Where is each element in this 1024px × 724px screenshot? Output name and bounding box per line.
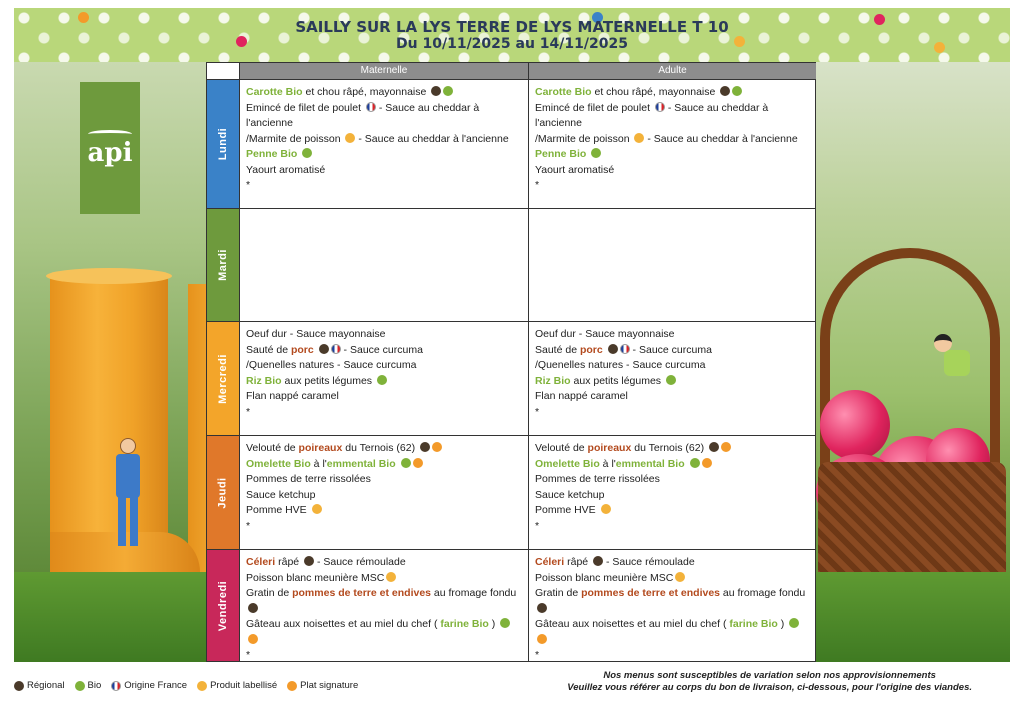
menu-cell-lundi-maternelle	[239, 79, 528, 208]
day-label-jeudi	[207, 435, 239, 549]
menu-item	[535, 85, 810, 101]
menu-text: râpé	[564, 556, 592, 568]
origine-france-icon	[111, 681, 121, 691]
menu-item	[535, 389, 810, 405]
menu-text: *	[535, 179, 540, 191]
menu-item	[246, 519, 522, 535]
menu-text: Poisson blanc meunière MSC	[535, 571, 674, 584]
bio-text: Riz Bio	[246, 374, 282, 387]
table-corner	[207, 63, 239, 79]
regional-icon	[720, 86, 730, 96]
highlight-text: poireaux	[298, 442, 343, 454]
menu-text: Oeuf dur - Sauce mayonnaise	[535, 328, 675, 340]
menu-item	[535, 457, 810, 473]
menu-text: Poisson blanc meunière MSC	[246, 571, 385, 584]
menu-text: - Sauce au cheddar à l'ancienne	[355, 132, 509, 145]
menu-text: /Quenelles natures - Sauce curcuma	[535, 359, 706, 371]
menu-item	[535, 586, 810, 617]
menu-cell-mardi-adulte	[528, 208, 816, 321]
boy-body	[944, 350, 970, 376]
column-header-maternelle: Maternelle	[239, 63, 528, 79]
produit-labellise-icon	[634, 133, 644, 143]
plat-signature-icon	[287, 681, 297, 691]
menu-item	[535, 571, 810, 587]
menu-text: - Sauce curcuma	[340, 343, 423, 356]
menu-text: Pomme HVE	[535, 504, 599, 516]
menu-text: Gâteau aux noisettes et au miel du chef (	[246, 618, 441, 630]
menu-cell-mercredi-adulte	[528, 321, 816, 435]
menu-item	[246, 488, 522, 504]
bio-text: farine Bio	[440, 618, 489, 630]
day-name: Lundi	[217, 127, 229, 161]
left-photo-rain-boot	[14, 62, 206, 662]
menu-text: râpé	[275, 556, 303, 568]
menu-text: Yaourt aromatisé	[246, 163, 326, 176]
origine-france-icon	[331, 344, 341, 354]
menu-item	[246, 571, 522, 587]
menu-text: )	[488, 618, 499, 630]
menu-item	[535, 472, 810, 488]
menu-text: /Marmite de poisson	[535, 132, 633, 145]
menu-text: et chou râpé, mayonnaise	[302, 86, 430, 98]
day-label-mercredi	[207, 321, 239, 435]
legend-item	[111, 680, 187, 691]
menu-text: Sauce ketchup	[246, 488, 316, 501]
menu-item	[246, 586, 522, 617]
regional-icon	[420, 442, 430, 452]
bio-text: emmental Bio	[615, 457, 685, 470]
menu-text: - Sauce au cheddar à l'ancienne	[644, 132, 798, 145]
menu-item	[246, 147, 522, 163]
menu-text: *	[535, 649, 540, 661]
origine-france-icon	[620, 344, 630, 354]
regional-icon	[537, 603, 547, 613]
menu-item	[246, 389, 522, 405]
boot-shaft	[50, 272, 168, 552]
legend-item	[197, 680, 277, 691]
bio-text: Riz Bio	[535, 374, 571, 387]
regional-icon	[304, 556, 314, 566]
menu-item	[246, 358, 522, 374]
legend-label: Origine France	[124, 680, 188, 691]
menu-item	[535, 358, 810, 374]
produit-labellise-icon	[386, 572, 396, 582]
highlight-text: Céleri	[535, 556, 565, 568]
menu-text: Yaourt aromatisé	[535, 163, 615, 176]
menu-item	[246, 503, 522, 519]
menu-text: au fromage fondu	[720, 587, 806, 599]
bio-icon	[666, 375, 676, 385]
menu-item	[246, 163, 522, 179]
menu-item	[246, 374, 522, 390]
menu-text: - Sauce au cheddar à l'ancienne	[246, 101, 480, 129]
menu-cell-mercredi-maternelle	[239, 321, 528, 435]
menu-item	[535, 343, 810, 359]
menu-text: Flan nappé caramel	[246, 390, 339, 402]
produit-labellise-icon	[312, 504, 322, 514]
bio-icon	[377, 375, 387, 385]
plat-signature-icon	[413, 458, 423, 468]
menu-text: *	[246, 519, 251, 532]
menu-text: )	[777, 618, 788, 630]
bio-icon	[732, 86, 742, 96]
menu-text: Gâteau aux noisettes et au miel du chef (	[535, 618, 730, 630]
menu-text: Sauce ketchup	[535, 488, 605, 501]
menu-text: à l'	[310, 457, 327, 470]
menu-text: Pommes de terre rissolées	[535, 473, 660, 485]
highlight-text: pommes de terre et endives	[292, 587, 431, 599]
menu-table	[206, 62, 816, 662]
menu-text	[685, 458, 688, 470]
menu-item	[535, 374, 810, 390]
menu-item	[535, 163, 810, 179]
bio-text: Carotte Bio	[246, 86, 303, 98]
grass	[14, 572, 206, 662]
bio-icon	[443, 86, 453, 96]
menu-item	[535, 503, 810, 519]
menu-item	[535, 488, 810, 504]
bio-text: emmental Bio	[326, 457, 396, 470]
menu-text: Pommes de terre rissolées	[246, 473, 371, 485]
menu-cell-vendredi-adulte	[528, 549, 816, 661]
bio-text: Omelette Bio	[246, 457, 311, 470]
menu-item	[246, 457, 522, 473]
menu-item	[246, 441, 522, 457]
bio-icon	[302, 148, 312, 158]
regional-icon	[248, 603, 258, 613]
bio-icon	[401, 458, 411, 468]
menu-text: Oeuf dur - Sauce mayonnaise	[246, 328, 386, 340]
menu-item	[246, 617, 522, 648]
api-logo	[80, 82, 140, 214]
produit-labellise-icon	[675, 572, 685, 582]
menu-item	[246, 327, 522, 343]
day-name: Jeudi	[216, 476, 229, 509]
bio-icon	[591, 148, 601, 158]
menu-text: - Sauce au cheddar à l'ancienne	[535, 101, 769, 129]
produit-labellise-icon	[345, 133, 355, 143]
menu-text: Pomme HVE	[246, 504, 310, 516]
menu-item	[535, 327, 810, 343]
menu-text: *	[535, 405, 540, 418]
menu-item	[535, 519, 810, 535]
legend-item	[287, 680, 358, 691]
regional-icon	[608, 344, 618, 354]
menu-text: /Marmite de poisson	[246, 132, 344, 145]
apple	[820, 390, 890, 460]
menu-item	[535, 441, 810, 457]
menu-text: aux petits légumes	[570, 374, 664, 387]
legend-label: Régional	[27, 680, 65, 691]
menu-text: Velouté de	[246, 442, 299, 454]
menu-text	[396, 458, 399, 470]
menu-item	[246, 101, 522, 132]
bio-icon	[75, 681, 85, 691]
produit-labellise-icon	[601, 504, 611, 514]
second-boot	[188, 284, 206, 584]
logo-text: api	[87, 138, 133, 168]
menu-text: *	[535, 519, 540, 532]
origine-france-icon	[655, 102, 665, 112]
regional-icon	[431, 86, 441, 96]
menu-item	[246, 555, 522, 571]
menu-text: Gratin de	[535, 587, 582, 599]
menu-text: du Ternois (62)	[631, 442, 707, 454]
menu-text	[603, 344, 606, 356]
menu-text: Flan nappé caramel	[535, 390, 628, 402]
menu-text: - Sauce rémoulade	[603, 556, 695, 568]
page-title: SAILLY SUR LA LYS TERRE DE LYS MATERNELLE T 10	[295, 18, 729, 36]
icon-legend	[14, 680, 358, 691]
menu-item	[246, 85, 522, 101]
menu-text	[314, 344, 317, 356]
menu-item	[535, 101, 810, 132]
menu-text: /Quenelles natures - Sauce curcuma	[246, 359, 417, 371]
menu-text: *	[246, 179, 251, 191]
column-header-adulte: Adulte	[528, 63, 816, 79]
right-photo-apple-basket	[816, 62, 1010, 662]
menu-item	[246, 648, 522, 664]
regional-icon	[593, 556, 603, 566]
bio-text: Penne Bio	[246, 148, 301, 160]
day-label-lundi	[207, 79, 239, 208]
menu-text: du Ternois (62)	[342, 442, 418, 454]
footer-notes	[567, 670, 972, 694]
menu-text: - Sauce curcuma	[629, 343, 712, 356]
bio-text: Carotte Bio	[535, 86, 592, 98]
menu-item	[535, 178, 810, 194]
date-range: Du 10/11/2025 au 14/11/2025	[396, 36, 628, 52]
day-name: Mardi	[217, 249, 229, 281]
menu-item	[246, 405, 522, 421]
regional-icon	[319, 344, 329, 354]
menu-text: - Sauce rémoulade	[314, 556, 406, 568]
bio-text: Omelette Bio	[535, 457, 600, 470]
menu-cell-jeudi-maternelle	[239, 435, 528, 549]
menu-item	[535, 648, 810, 664]
bio-icon	[500, 618, 510, 628]
farmer-head	[120, 438, 136, 454]
menu-item	[246, 132, 522, 148]
highlight-text: Céleri	[246, 556, 276, 568]
menu-item	[535, 132, 810, 148]
produit-labellise-icon	[197, 681, 207, 691]
grass	[816, 572, 1010, 662]
menu-text: Sauté de	[535, 343, 580, 356]
menu-item	[535, 617, 810, 648]
farmer-legs	[118, 496, 138, 546]
plat-signature-icon	[537, 634, 547, 644]
header-banner	[14, 8, 1010, 62]
bio-icon	[789, 618, 799, 628]
note-line-2: Veuillez vous référer au corps du bon de livraison, ci-dessous, pour l'origine des viandes.	[567, 682, 972, 693]
bio-text: Penne Bio	[535, 148, 590, 160]
plat-signature-icon	[721, 442, 731, 452]
regional-icon	[14, 681, 24, 691]
bio-icon	[690, 458, 700, 468]
legend-item	[75, 680, 102, 691]
farmer-body	[116, 454, 140, 498]
highlight-text: poireaux	[587, 442, 632, 454]
menu-item	[535, 147, 810, 163]
menu-text: et chou râpé, mayonnaise	[591, 86, 719, 98]
menu-item	[535, 555, 810, 571]
menu-text: au fromage fondu	[431, 587, 517, 599]
boot-rim	[46, 268, 172, 284]
menu-item	[246, 472, 522, 488]
menu-text: Sauté de	[246, 343, 291, 356]
menu-text: Gratin de	[246, 587, 293, 599]
bio-text: farine Bio	[729, 618, 778, 630]
menu-cell-vendredi-maternelle	[239, 549, 528, 661]
origine-france-icon	[366, 102, 376, 112]
menu-text: *	[246, 405, 251, 418]
day-name: Vendredi	[217, 580, 229, 631]
boy-figure	[934, 334, 974, 380]
menu-item	[246, 343, 522, 359]
day-name: Mercredi	[217, 353, 230, 404]
menu-cell-mardi-maternelle	[239, 208, 528, 321]
menu-item	[535, 405, 810, 421]
plat-signature-icon	[248, 634, 258, 644]
plat-signature-icon	[702, 458, 712, 468]
menu-text: *	[246, 649, 251, 661]
menu-text: Emincé de filet de poulet	[535, 101, 653, 114]
menu-text: Velouté de	[535, 442, 588, 454]
menu-cell-jeudi-adulte	[528, 435, 816, 549]
legend-item	[14, 680, 65, 691]
menu-cell-lundi-adulte	[528, 79, 816, 208]
note-line-1: Nos menus sont susceptibles de variation selon nos approvisionnements	[603, 670, 936, 681]
menu-text: aux petits légumes	[281, 374, 375, 387]
logo-swoosh-icon	[88, 130, 132, 138]
day-label-mardi	[207, 208, 239, 321]
highlight-text: pommes de terre et endives	[581, 587, 720, 599]
plat-signature-icon	[432, 442, 442, 452]
legend-label: Bio	[87, 680, 102, 691]
highlight-text: porc	[579, 343, 603, 356]
menu-item	[246, 178, 522, 194]
day-label-vendredi	[207, 549, 239, 661]
regional-icon	[709, 442, 719, 452]
legend-label: Plat signature	[300, 680, 359, 691]
highlight-text: porc	[290, 343, 314, 356]
legend-label: Produit labellisé	[210, 680, 278, 691]
menu-text: Emincé de filet de poulet	[246, 101, 364, 114]
menu-text: à l'	[599, 457, 616, 470]
